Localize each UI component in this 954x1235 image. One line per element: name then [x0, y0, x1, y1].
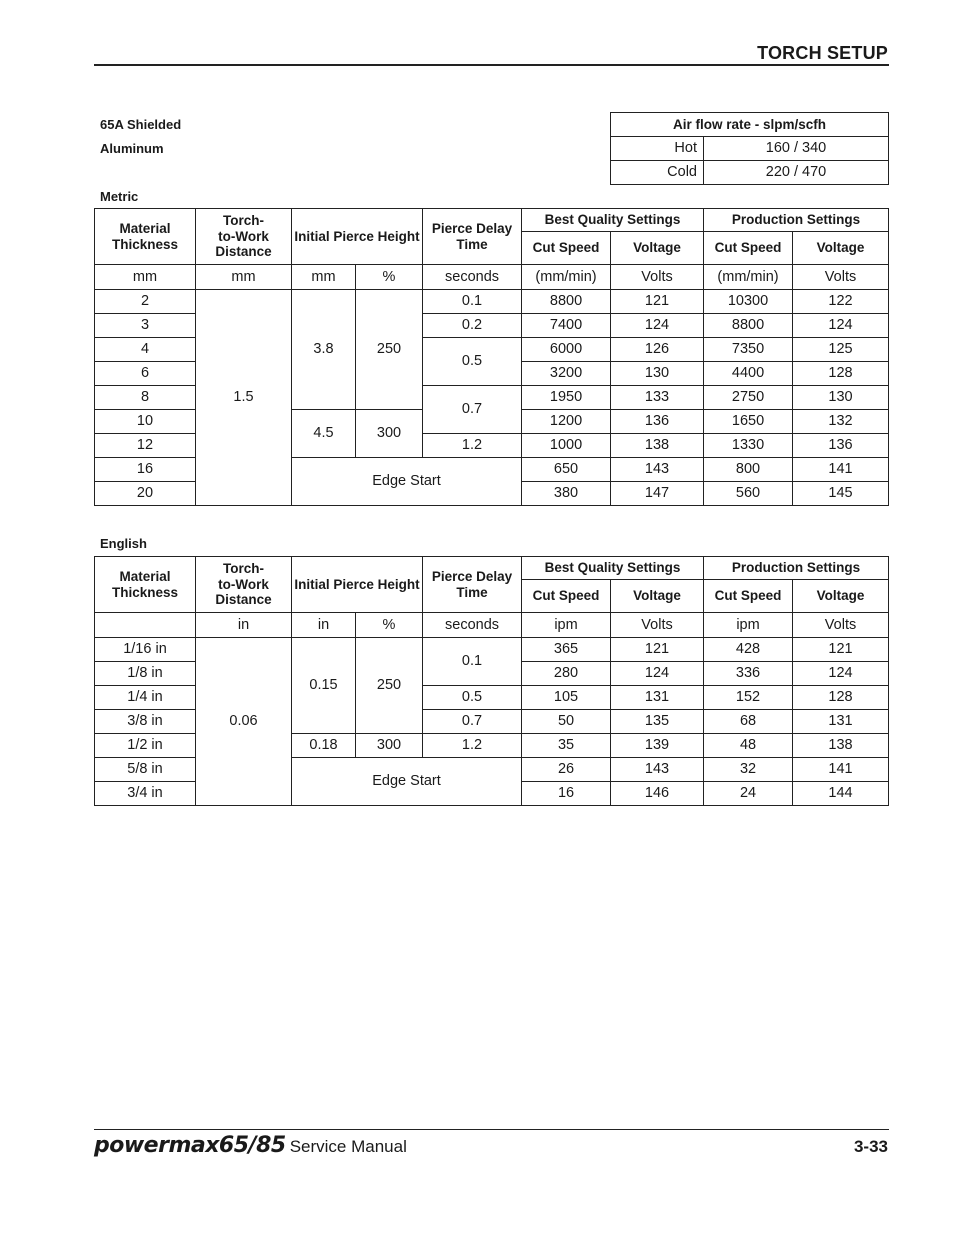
prod-voltage-cell: 136	[793, 434, 889, 458]
bq-voltage-cell: 138	[611, 434, 704, 458]
bq-voltage-cell: 146	[611, 782, 704, 806]
col-voltage: Voltage	[793, 232, 889, 265]
unit-cell	[95, 613, 196, 638]
prod-cut-speed-cell: 4400	[704, 362, 793, 386]
page-number: 3-33	[853, 1137, 888, 1156]
bq-voltage-cell: 130	[611, 362, 704, 386]
pierce-delay-cell: 0.2	[423, 314, 522, 338]
col-cut-speed: Cut Speed	[704, 580, 793, 613]
bq-cut-speed-cell: 280	[522, 662, 611, 686]
header-row	[95, 557, 889, 580]
pierce-height-cell: 0.18	[292, 734, 356, 758]
col-cut-speed: Cut Speed	[704, 232, 793, 265]
thickness-cell: 3	[95, 314, 196, 338]
thickness-cell: 10	[95, 410, 196, 434]
pierce-percent-cell: 250	[356, 638, 423, 734]
unit-cell: Volts	[611, 613, 704, 638]
unit-cell: (mm/min)	[704, 265, 793, 290]
thickness-cell: 1/2 in	[95, 734, 196, 758]
bq-cut-speed-cell: 26	[522, 758, 611, 782]
col-material-thickness: Material Thickness	[95, 557, 196, 613]
unit-cell: (mm/min)	[522, 265, 611, 290]
torch-line: Distance	[215, 592, 272, 608]
pierce-height-cell: 3.8	[292, 290, 356, 410]
col-torch-distance	[196, 557, 292, 613]
prod-voltage-cell: 141	[793, 758, 889, 782]
thickness-cell: 3/8 in	[95, 710, 196, 734]
col-material-thickness: Material Thickness	[95, 209, 196, 265]
bq-cut-speed-cell: 35	[522, 734, 611, 758]
thickness-cell: 3/4 in	[95, 782, 196, 806]
col-initial-pierce-height: Initial Pierce Height	[292, 557, 423, 613]
prod-cut-speed-cell: 48	[704, 734, 793, 758]
unit-cell: seconds	[423, 613, 522, 638]
pierce-delay-cell: 0.1	[423, 638, 522, 686]
bq-cut-speed-cell: 50	[522, 710, 611, 734]
bq-cut-speed-cell: 365	[522, 638, 611, 662]
table-row	[95, 290, 889, 314]
prod-cut-speed-cell: 7350	[704, 338, 793, 362]
unit-cell: Volts	[793, 265, 889, 290]
edge-start-cell: Edge Start	[292, 458, 522, 506]
prod-voltage-cell: 124	[793, 314, 889, 338]
airflow-label: Cold	[611, 161, 704, 185]
unit-cell: mm	[292, 265, 356, 290]
prod-voltage-cell: 145	[793, 482, 889, 506]
edge-start-cell: Edge Start	[292, 758, 522, 806]
process-material-label: Aluminum	[100, 141, 164, 156]
pierce-delay-cell: 1.2	[423, 434, 522, 458]
bq-voltage-cell: 147	[611, 482, 704, 506]
bq-voltage-cell: 135	[611, 710, 704, 734]
unit-cell: mm	[196, 265, 292, 290]
thickness-cell: 1/4 in	[95, 686, 196, 710]
col-best-quality: Best Quality Settings	[522, 557, 704, 580]
prod-cut-speed-cell: 8800	[704, 314, 793, 338]
airflow-label: Hot	[611, 137, 704, 161]
bq-voltage-cell: 121	[611, 290, 704, 314]
airflow-value: 160 / 340	[704, 137, 889, 161]
process-current-label: 65A Shielded	[100, 117, 182, 132]
col-cut-speed: Cut Speed	[522, 580, 611, 613]
thickness-cell: 20	[95, 482, 196, 506]
english-section-label: English	[100, 536, 147, 551]
prod-voltage-cell: 128	[793, 686, 889, 710]
unit-cell: ipm	[522, 613, 611, 638]
pierce-delay-cell: 0.1	[423, 290, 522, 314]
prod-cut-speed-cell: 1330	[704, 434, 793, 458]
unit-cell: in	[292, 613, 356, 638]
metric-cut-chart	[94, 208, 889, 506]
col-best-quality: Best Quality Settings	[522, 209, 704, 232]
torch-line: to-Work	[218, 576, 269, 592]
prod-voltage-cell: 125	[793, 338, 889, 362]
bq-voltage-cell: 124	[611, 662, 704, 686]
airflow-title: Air flow rate - slpm/scfh	[611, 113, 889, 137]
col-pierce-delay: Pierce Delay Time	[423, 209, 522, 265]
prod-cut-speed-cell: 68	[704, 710, 793, 734]
unit-cell: Volts	[793, 613, 889, 638]
prod-voltage-cell: 132	[793, 410, 889, 434]
bq-cut-speed-cell: 1200	[522, 410, 611, 434]
prod-voltage-cell: 131	[793, 710, 889, 734]
bq-voltage-cell: 139	[611, 734, 704, 758]
bq-cut-speed-cell: 16	[522, 782, 611, 806]
torch-line: Distance	[215, 244, 272, 260]
unit-cell: %	[356, 265, 423, 290]
thickness-cell: 4	[95, 338, 196, 362]
col-voltage: Voltage	[611, 580, 704, 613]
bq-cut-speed-cell: 650	[522, 458, 611, 482]
table-row	[95, 638, 889, 662]
col-pierce-delay: Pierce Delay Time	[423, 557, 522, 613]
airflow-row-hot	[611, 137, 889, 161]
bq-cut-speed-cell: 3200	[522, 362, 611, 386]
unit-cell: %	[356, 613, 423, 638]
footer-manual-title	[94, 1133, 407, 1158]
col-torch-distance	[196, 209, 292, 265]
bq-cut-speed-cell: 6000	[522, 338, 611, 362]
bq-voltage-cell: 133	[611, 386, 704, 410]
unit-cell: seconds	[423, 265, 522, 290]
prod-voltage-cell: 138	[793, 734, 889, 758]
prod-voltage-cell: 130	[793, 386, 889, 410]
pierce-delay-cell: 0.5	[423, 686, 522, 710]
prod-cut-speed-cell: 2750	[704, 386, 793, 410]
torch-distance-cell: 1.5	[196, 290, 292, 506]
unit-cell: Volts	[611, 265, 704, 290]
bq-voltage-cell: 126	[611, 338, 704, 362]
pierce-delay-cell: 0.7	[423, 710, 522, 734]
units-row	[95, 613, 889, 638]
pierce-percent-cell: 300	[356, 734, 423, 758]
bq-voltage-cell: 121	[611, 638, 704, 662]
col-production: Production Settings	[704, 209, 889, 232]
prod-cut-speed-cell: 560	[704, 482, 793, 506]
header-divider	[94, 64, 889, 66]
unit-cell: mm	[95, 265, 196, 290]
torch-distance-cell: 0.06	[196, 638, 292, 806]
prod-cut-speed-cell: 32	[704, 758, 793, 782]
bq-cut-speed-cell: 8800	[522, 290, 611, 314]
thickness-cell: 5/8 in	[95, 758, 196, 782]
pierce-percent-cell: 250	[356, 290, 423, 410]
units-row	[95, 265, 889, 290]
prod-voltage-cell: 121	[793, 638, 889, 662]
prod-cut-speed-cell: 1650	[704, 410, 793, 434]
prod-voltage-cell: 124	[793, 662, 889, 686]
prod-voltage-cell: 122	[793, 290, 889, 314]
col-initial-pierce-height: Initial Pierce Height	[292, 209, 423, 265]
bq-cut-speed-cell: 1950	[522, 386, 611, 410]
bq-voltage-cell: 143	[611, 458, 704, 482]
bq-cut-speed-cell: 105	[522, 686, 611, 710]
prod-voltage-cell: 141	[793, 458, 889, 482]
col-voltage: Voltage	[793, 580, 889, 613]
thickness-cell: 12	[95, 434, 196, 458]
bq-voltage-cell: 131	[611, 686, 704, 710]
thickness-cell: 16	[95, 458, 196, 482]
prod-cut-speed-cell: 800	[704, 458, 793, 482]
pierce-delay-cell: 0.5	[423, 338, 522, 386]
prod-cut-speed-cell: 336	[704, 662, 793, 686]
prod-voltage-cell: 128	[793, 362, 889, 386]
manual-name: Service Manual	[289, 1137, 407, 1156]
prod-cut-speed-cell: 428	[704, 638, 793, 662]
thickness-cell: 1/16 in	[95, 638, 196, 662]
prod-cut-speed-cell: 24	[704, 782, 793, 806]
airflow-table	[610, 112, 889, 185]
bq-cut-speed-cell: 7400	[522, 314, 611, 338]
bq-voltage-cell: 143	[611, 758, 704, 782]
torch-line: to-Work	[218, 228, 269, 244]
airflow-value: 220 / 470	[704, 161, 889, 185]
pierce-percent-cell: 300	[356, 410, 423, 458]
bq-cut-speed-cell: 1000	[522, 434, 611, 458]
unit-cell: in	[196, 613, 292, 638]
bq-voltage-cell: 124	[611, 314, 704, 338]
thickness-cell: 6	[95, 362, 196, 386]
airflow-row-cold	[611, 161, 889, 185]
bq-voltage-cell: 136	[611, 410, 704, 434]
torch-line: Torch-	[223, 213, 264, 229]
thickness-cell: 2	[95, 290, 196, 314]
col-voltage: Voltage	[611, 232, 704, 265]
header-row	[95, 209, 889, 232]
torch-line: Torch-	[223, 561, 264, 577]
prod-cut-speed-cell: 152	[704, 686, 793, 710]
english-cut-chart	[94, 556, 889, 806]
col-cut-speed: Cut Speed	[522, 232, 611, 265]
pierce-delay-cell: 1.2	[423, 734, 522, 758]
metric-section-label: Metric	[100, 189, 139, 204]
prod-voltage-cell: 144	[793, 782, 889, 806]
thickness-cell: 8	[95, 386, 196, 410]
footer-divider	[94, 1129, 889, 1130]
thickness-cell: 1/8 in	[95, 662, 196, 686]
brand-logo: powermax65/85	[94, 1133, 286, 1158]
section-title: TORCH SETUP	[757, 43, 888, 63]
pierce-height-cell: 4.5	[292, 410, 356, 458]
unit-cell: ipm	[704, 613, 793, 638]
col-production: Production Settings	[704, 557, 889, 580]
pierce-height-cell: 0.15	[292, 638, 356, 734]
prod-cut-speed-cell: 10300	[704, 290, 793, 314]
bq-cut-speed-cell: 380	[522, 482, 611, 506]
pierce-delay-cell: 0.7	[423, 386, 522, 434]
